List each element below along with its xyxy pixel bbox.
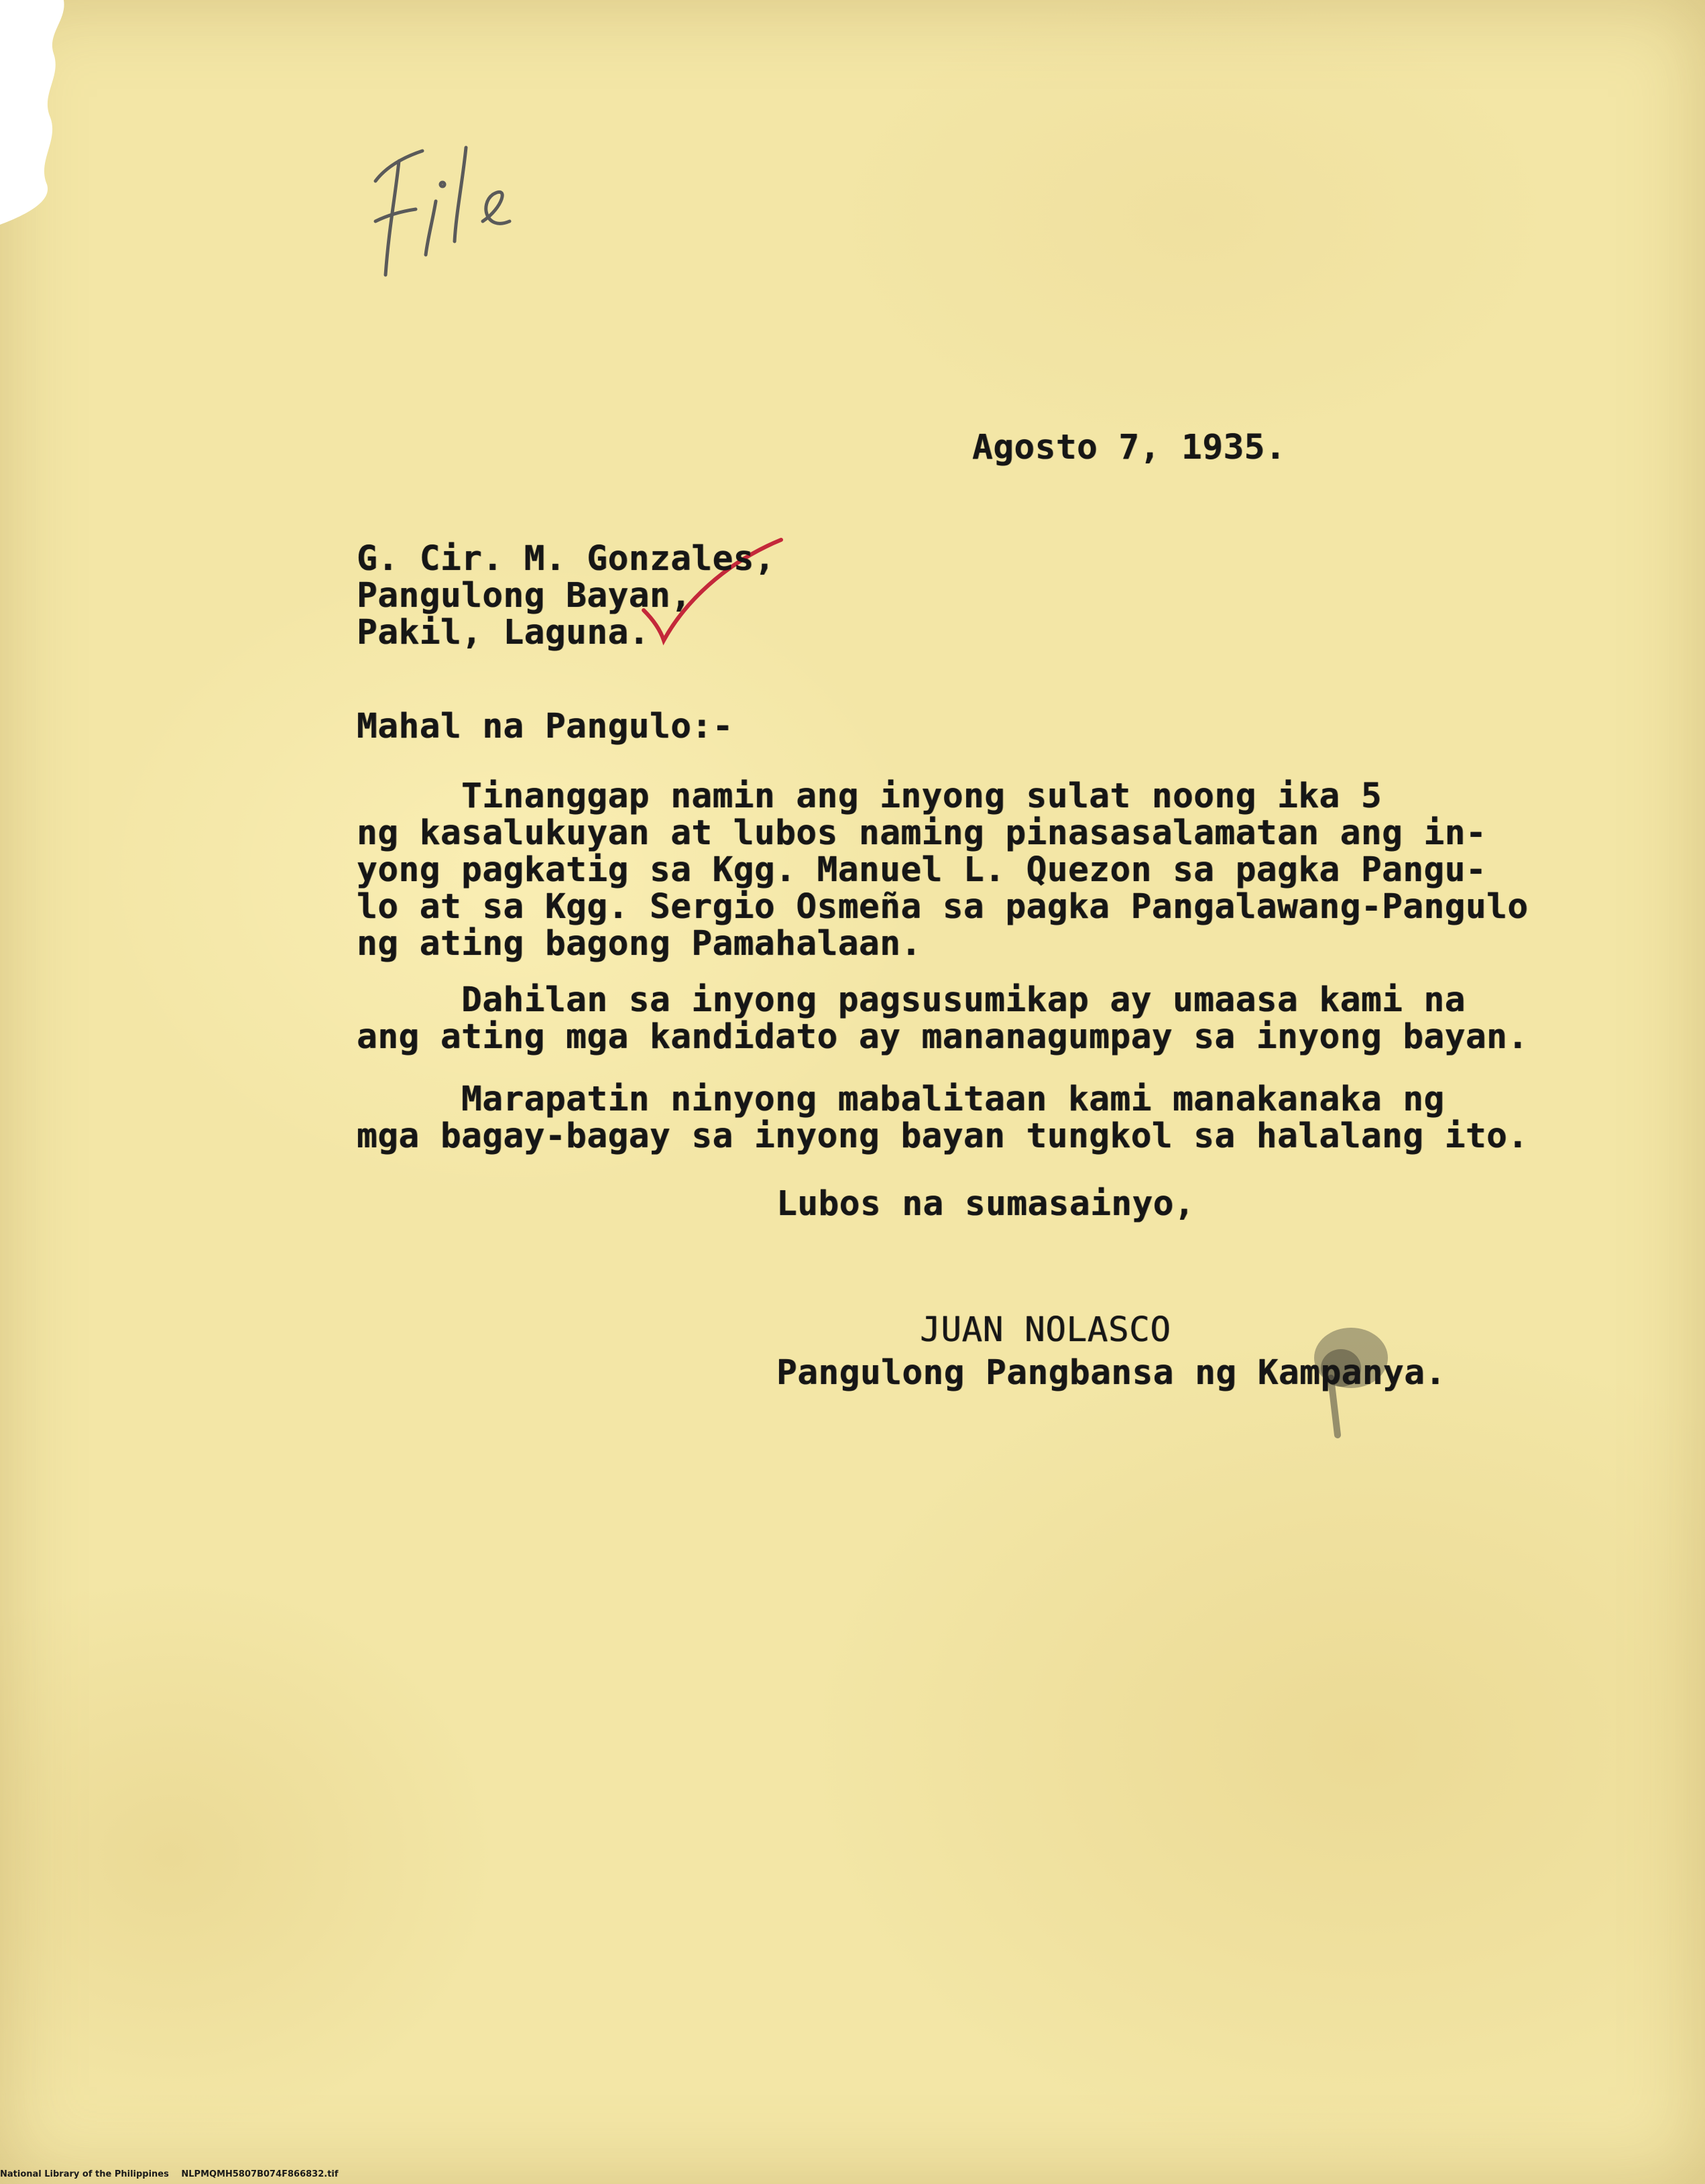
footer-file-id: NLPMQMH5807B074F866832.tif [181, 2169, 339, 2179]
address-line: Pakil, Laguna. [357, 613, 650, 652]
paragraph-line: lo at sa Kgg. Sergio Osmeña sa pagka Pangalawang-Pangulo [357, 887, 1529, 927]
letter-date: Agosto 7, 1935. [972, 428, 1287, 467]
paragraph-line: ng ating bagong Pamahalaan. [357, 924, 922, 964]
signatory-name: JUAN NOLASCO [920, 1310, 1171, 1350]
paragraph-line: ang ating mga kandidato ay mananagumpay sa inyong bayan. [357, 1017, 1529, 1057]
salutation: Mahal na Pangulo:- [357, 707, 733, 746]
paragraph-line: Marapatin ninyong mabalitaan kami manakanaka ng [357, 1080, 1445, 1119]
paragraph-line: Tinanggap namin ang inyong sulat noong ika 5 [357, 777, 1383, 816]
paragraph-line: mga bagay-bagay sa inyong bayan tungkol sa halalang ito. [357, 1116, 1529, 1156]
paragraph-line: ng kasalukuyan at lubos naming pinasasalamatan ang in- [357, 813, 1487, 853]
handwritten-file-note [349, 121, 550, 308]
address-line: G. Cir. M. Gonzales, [357, 539, 776, 579]
footer-institution: National Library of the Philippines [0, 2169, 169, 2179]
paragraph-line: Dahilan sa inyong pagsusumikap ay umaasa kami na [357, 980, 1466, 1020]
paragraph-line: yong pagkatig sa Kgg. Manuel L. Quezon sa pagka Pangu- [357, 850, 1487, 890]
address-line: Pangulong Bayan, [357, 576, 692, 616]
footer-credit [0, 2169, 348, 2179]
closing: Lubos na sumasainyo, [776, 1184, 1195, 1224]
signatory-title: Pangulong Pangbansa ng Kampanya. [776, 1353, 1446, 1393]
torn-corner [0, 0, 94, 228]
recipient-address [357, 539, 776, 713]
